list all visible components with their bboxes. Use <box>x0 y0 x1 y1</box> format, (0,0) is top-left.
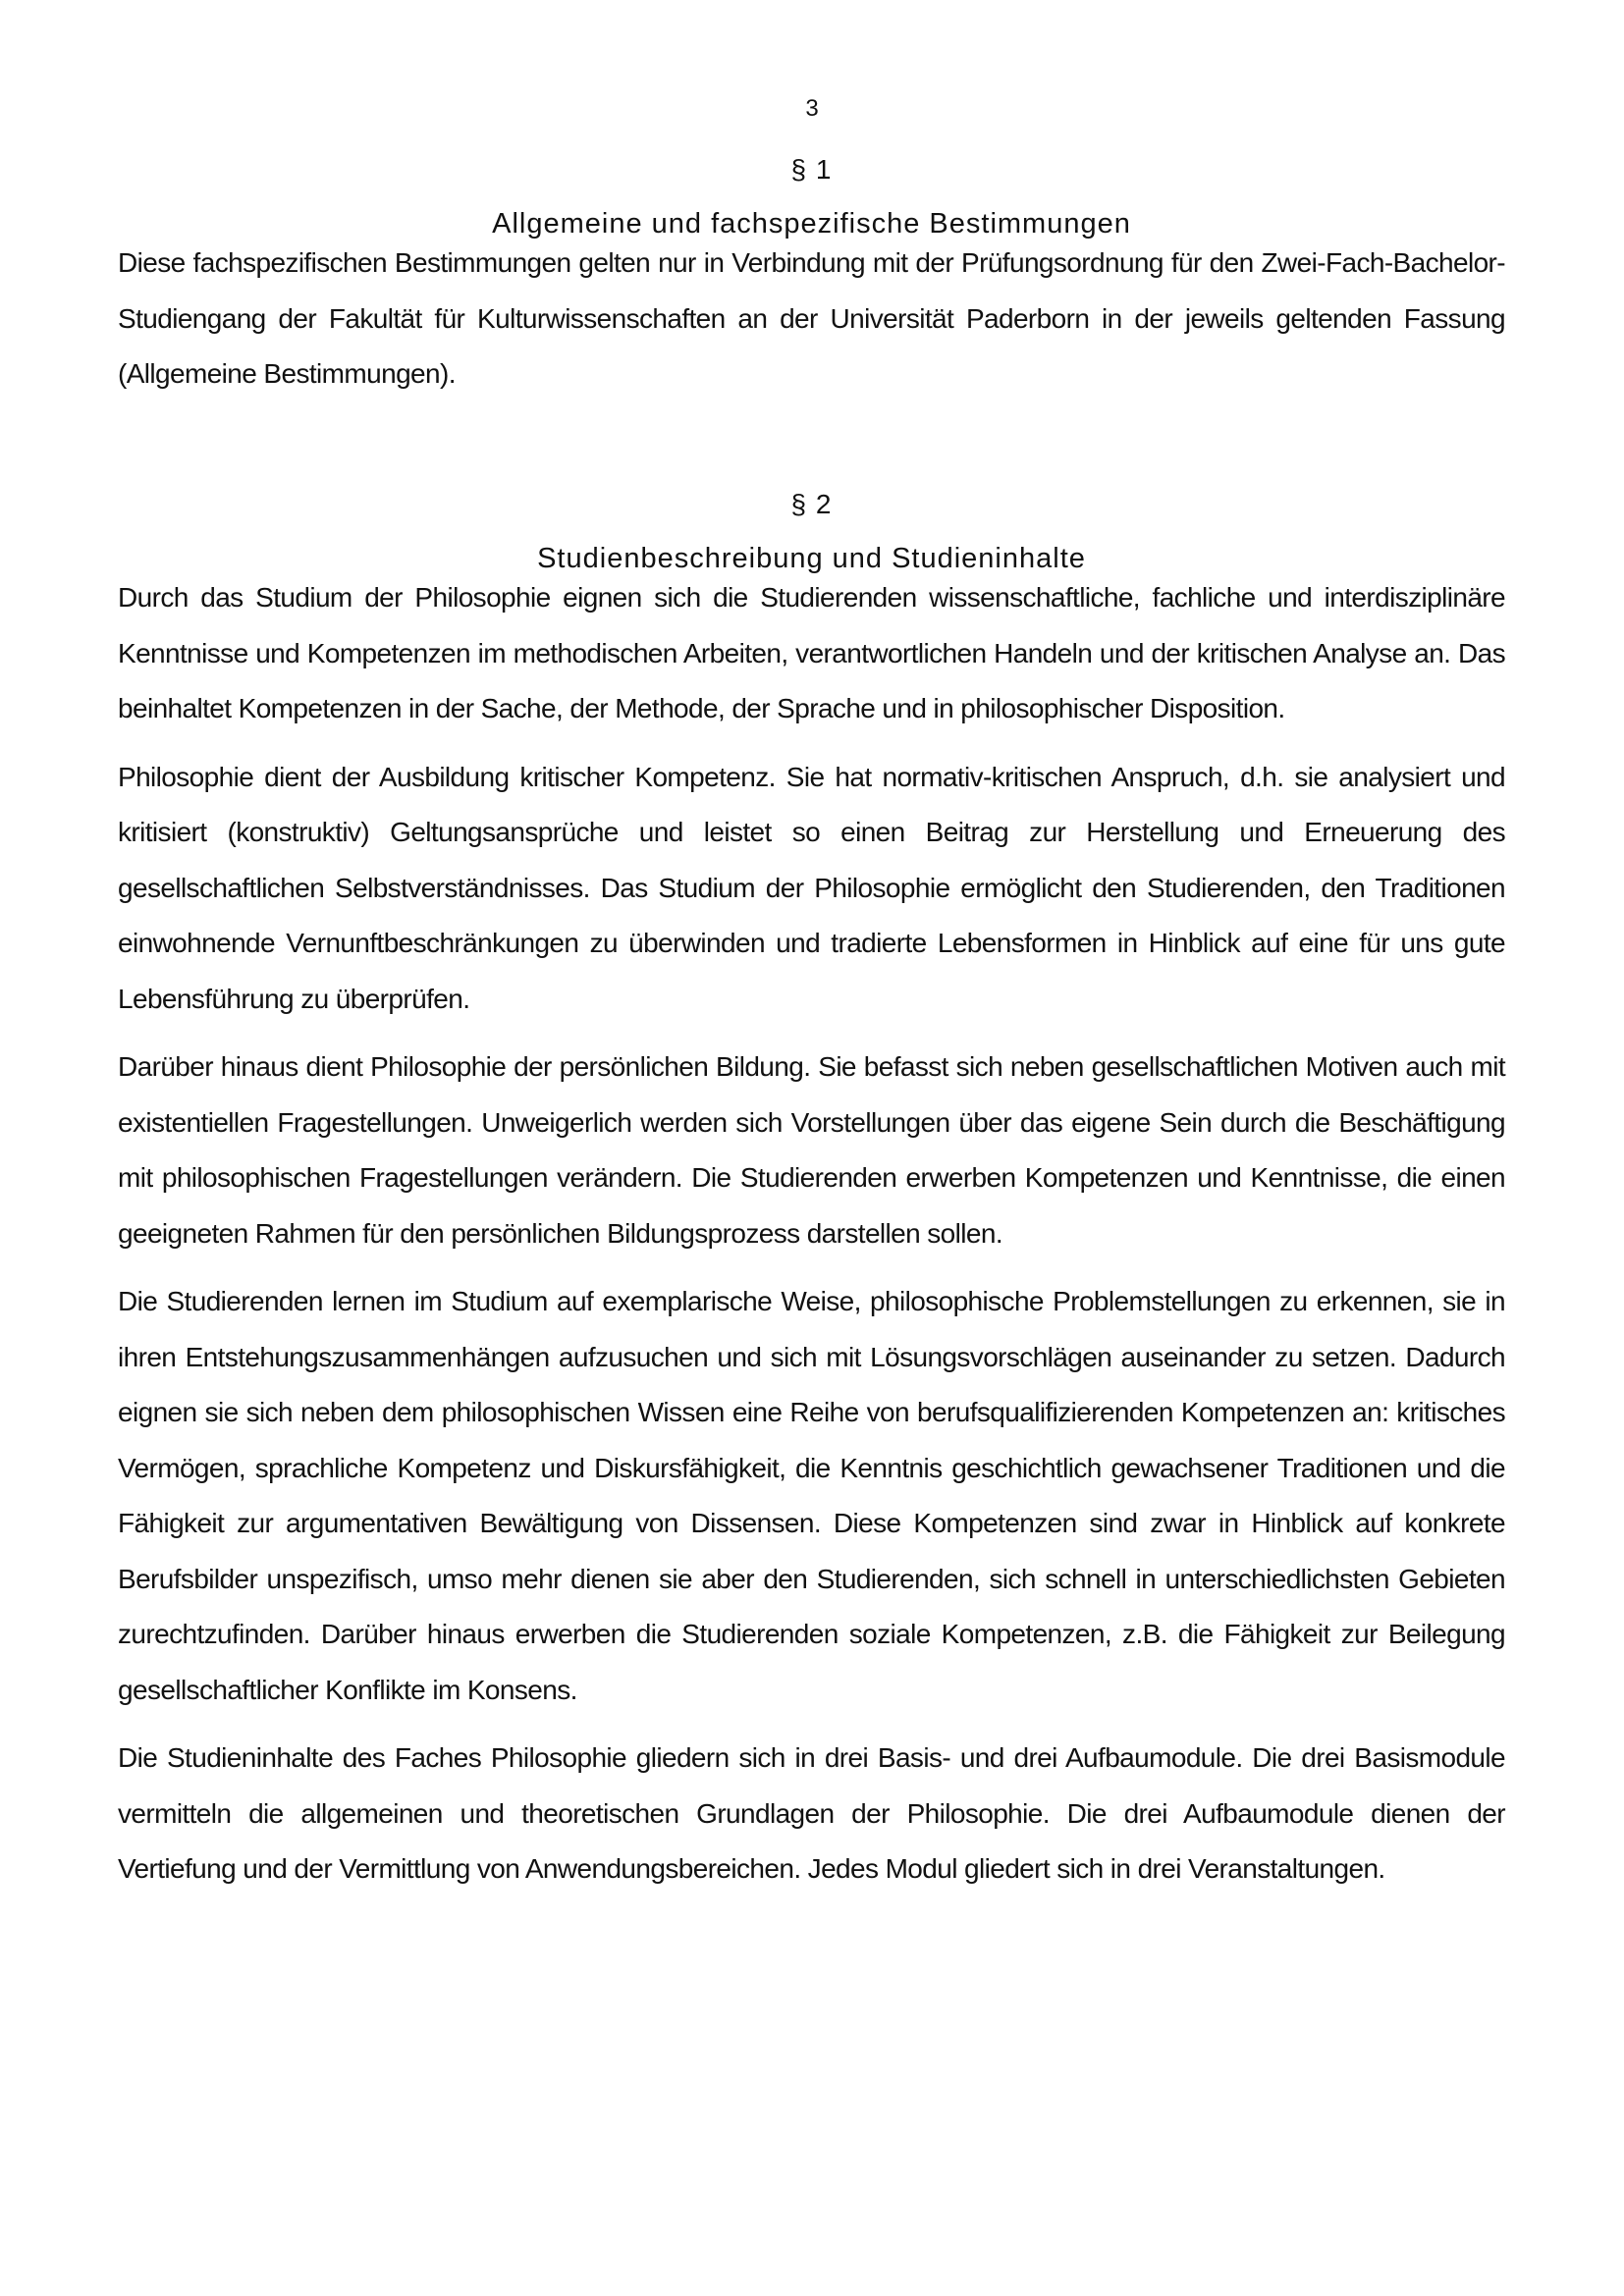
section-1-title: Allgemeine und fachspezifische Bestimmungen <box>492 208 1131 240</box>
section-2-paragraph-2: Philosophie dient der Ausbildung kritischer Kompetenz. Sie hat normativ-kritischen Anspruch, d.h. sie analysiert und kritisiert (konstruktiv) Geltungsansprüche und leistet so einen Beitrag zur Herstellung und Erneuerung des gesellschaftlichen Selbstverständnisses. Das Studium der Philosophie ermöglicht den Studierenden, den Traditionen einwohnende Vernunftbeschränkungen zu überwinden und tradierte Lebensformen in Hinblick auf eine für uns gute Lebensführung zu überprüfen. <box>118 761 1505 1014</box>
section-2-paragraph-5: Die Studieninhalte des Faches Philosophie gliedern sich in drei Basis- und drei Aufbaumodule. Die drei Basismodule vermitteln die allgemeinen und theoretischen Grundlagen der Philosophie. Die drei Aufbaumodule dienen der Vertiefung und der Vermittlung von Anwendungsbereichen. Jedes Modul gliedert sich in drei Veranstaltungen. <box>118 1742 1505 1884</box>
section-2-paragraph-3: Darüber hinaus dient Philosophie der persönlichen Bildung. Sie befasst sich neben gesellschaftlichen Motiven auch mit existentiellen Fragestellungen. Unweigerlich werden sich Vorstellungen über das eigene Sein durch die Beschäftigung mit philosophischen Fragestellungen verändern. Die Studierenden erwerben Kompetenzen und Kenntnisse, die einen geeigneten Rahmen für den persönlichen Bildungsprozess darstellen sollen. <box>118 1051 1505 1249</box>
section-2-body <box>118 570 1505 1897</box>
section-2-title: Studienbeschreibung und Studieninhalte <box>537 543 1086 574</box>
page-number: 3 <box>805 95 819 122</box>
section-2-symbol: § 2 <box>790 489 833 519</box>
section-1-paragraph-1: Diese fachspezifischen Bestimmungen gelten nur in Verbindung mit der Prüfungsordnung für den Zwei-Fach-Bachelor-Studiengang der Fakultät für Kulturwissenschaften an der Universität Paderborn in der jeweils geltenden Fassung (Allgemeine Bestimmungen). <box>118 247 1505 389</box>
section-1-symbol: § 1 <box>790 154 833 185</box>
section-2-paragraph-1: Durch das Studium der Philosophie eignen sich die Studierenden wissenschaftliche, fachliche und interdisziplinäre Kenntnisse und Kompetenzen im methodischen Arbeiten, verantwortlichen Handeln und der kritischen Analyse an. Das beinhaltet Kompetenzen in der Sache, der Methode, der Sprache und in philosophischer Disposition. <box>118 582 1505 723</box>
section-1-body <box>118 236 1505 402</box>
section-2-paragraph-4: Die Studierenden lernen im Studium auf exemplarische Weise, philosophische Problemstellungen zu erkennen, sie in ihren Entstehungszusammenhängen aufzusuchen und sich mit Lösungsvorschlägen auseinander zu setzen. Dadurch eignen sie sich neben dem philosophischen Wissen eine Reihe von berufsqualifizierenden Kompetenzen an: kritisches Vermögen, sprachliche Kompetenz und Diskursfähigkeit, die Kenntnis geschichtlich gewachsener Traditionen und die Fähigkeit zur argumentativen Bewältigung von Dissensen. Diese Kompetenzen sind zwar in Hinblick auf konkrete Berufsbilder unspezifisch, umso mehr dienen sie aber den Studierenden, sich schnell in unterschiedlichsten Gebieten zurechtzufinden. Darüber hinaus erwerben die Studierenden soziale Kompetenzen, z.B. die Fähigkeit zur Beilegung gesellschaftlicher Konflikte im Konsens. <box>118 1286 1505 1705</box>
